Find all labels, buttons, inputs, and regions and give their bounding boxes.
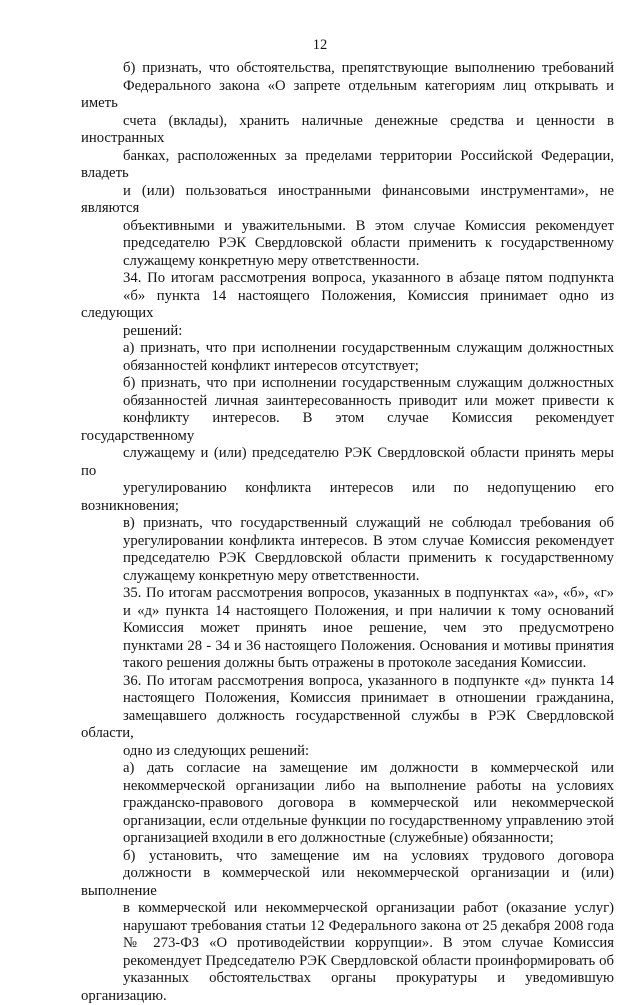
text-line: Федерального закона «О запрете отдельным категориям лиц открывать и иметь (81, 78, 614, 113)
text-line: пунктами 28 - 34 и 36 настоящего Положения. Основания и мотивы принятия (81, 638, 614, 656)
paragraph (81, 515, 614, 585)
text-line: а) признать, что при исполнении государственным служащим должностных (81, 340, 614, 358)
paragraph (81, 760, 614, 848)
text-line: служащему и (или) председателю РЭК Свердловской области принять меры по (81, 445, 614, 480)
text-line: организацией входили в его должностные (служебные) обязанности; (81, 830, 614, 848)
text-line: № 273-ФЗ «О противодействии коррупции». В этом случае Комиссия (81, 935, 614, 953)
text-line: такого решения должны быть отражены в протоколе заседания Комиссии. (81, 655, 614, 673)
text-line: 36. По итогам рассмотрения вопроса, указанного в подпункте «д» пункта 14 (81, 673, 614, 691)
paragraph (81, 673, 614, 761)
paragraph (81, 270, 614, 340)
text-line: должности в коммерческой или некоммерческой организации и (или) выполнение (81, 865, 614, 900)
paragraph (81, 60, 614, 270)
paragraph (81, 375, 614, 515)
page-number: 12 (0, 36, 640, 54)
text-line: объективными и уважительными. В этом случае Комиссия рекомендует (81, 218, 614, 236)
text-line: одно из следующих решений: (81, 743, 614, 761)
text-line: в коммерческой или некоммерческой организации работ (оказание услуг) (81, 900, 614, 918)
text-line: урегулировании конфликта интересов. В этом случае Комиссия рекомендует (81, 533, 614, 551)
document-body (81, 60, 614, 1005)
text-line: служащему конкретную меру ответственности. (81, 568, 614, 586)
text-line: некоммерческой организации либо на выполнение работы на условиях (81, 778, 614, 796)
text-line: решений: (81, 323, 614, 341)
text-line: гражданско-правового договора в коммерческой или некоммерческой (81, 795, 614, 813)
paragraph (81, 585, 614, 673)
text-line: и (или) пользоваться иностранными финансовыми инструментами», не являются (81, 183, 614, 218)
text-line: указанных обстоятельствах органы прокуратуры и уведомившую организацию. (81, 970, 614, 1005)
paragraph (81, 340, 614, 375)
text-line: б) признать, что обстоятельства, препятствующие выполнению требований (81, 60, 614, 78)
text-line: в) признать, что государственный служащий не соблюдал требования об (81, 515, 614, 533)
text-line: нарушают требования статьи 12 Федерального закона от 25 декабря 2008 года (81, 918, 614, 936)
text-line: председателю РЭК Свердловской области применить к государственному (81, 550, 614, 568)
text-line: обязанностей личная заинтересованность приводит или может привести к (81, 393, 614, 411)
text-line: б) признать, что при исполнении государственным служащим должностных (81, 375, 614, 393)
text-line: рекомендует Председателю РЭК Свердловской области проинформировать об (81, 953, 614, 971)
text-line: председателю РЭК Свердловской области применить к государственному (81, 235, 614, 253)
text-line: настоящего Положения, Комиссия принимает в отношении гражданина, (81, 690, 614, 708)
text-line: и «д» пункта 14 настоящего Положения, и при наличии к тому оснований (81, 603, 614, 621)
text-line: б) установить, что замещение им на условиях трудового договора (81, 848, 614, 866)
text-line: а) дать согласие на замещение им должности в коммерческой или (81, 760, 614, 778)
text-line: Комиссия может принять иное решение, чем это предусмотрено (81, 620, 614, 638)
text-line: 35. По итогам рассмотрения вопросов, указанных в подпунктах «а», «б», «г» (81, 585, 614, 603)
paragraph (81, 848, 614, 1005)
text-line: банках, расположенных за пределами территории Российской Федерации, владеть (81, 148, 614, 183)
text-line: конфликту интересов. В этом случае Комиссия рекомендует государственному (81, 410, 614, 445)
text-line: счета (вклады), хранить наличные денежные средства и ценности в иностранных (81, 113, 614, 148)
text-line: организации, если отдельные функции по государственному управлению этой (81, 813, 614, 831)
text-line: 34. По итогам рассмотрения вопроса, указанного в абзаце пятом подпункта (81, 270, 614, 288)
text-line: замещавшего должность государственной службы в РЭК Свердловской области, (81, 708, 614, 743)
text-line: служащему конкретную меру ответственности. (81, 253, 614, 271)
text-line: обязанностей конфликт интересов отсутствует; (81, 358, 614, 376)
text-line: «б» пункта 14 настоящего Положения, Комиссия принимает одно из следующих (81, 288, 614, 323)
text-line: урегулированию конфликта интересов или по недопущению его возникновения; (81, 480, 614, 515)
